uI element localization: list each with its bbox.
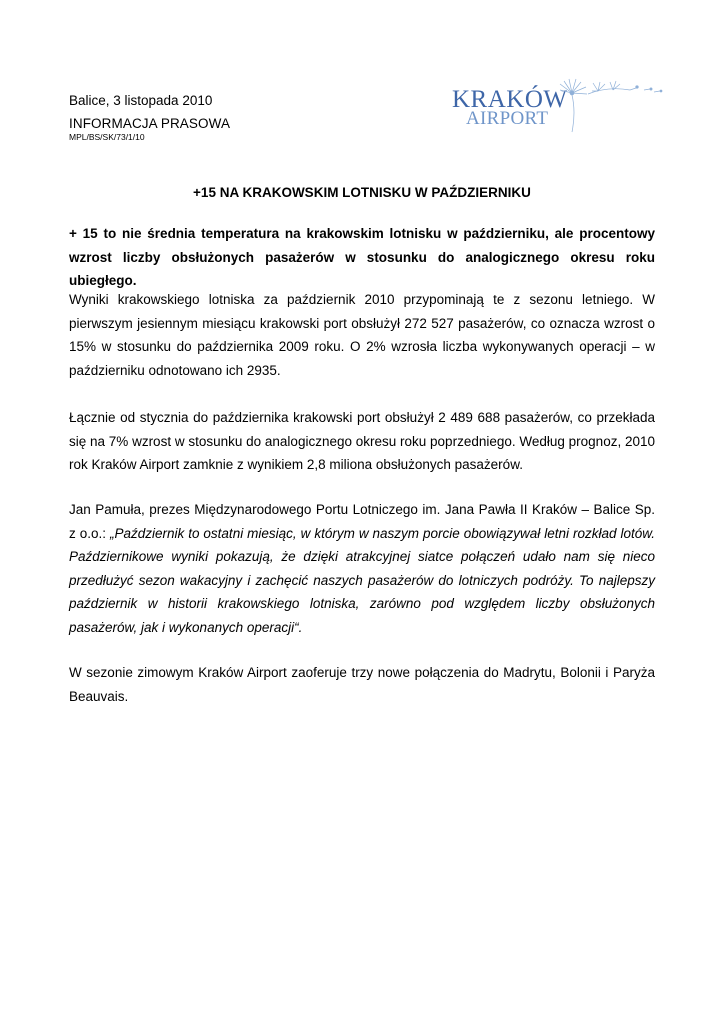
paragraph-winter-season: W sezonie zimowym Kraków Airport zaoferuje trzy nowe połączenia do Madrytu, Bolonii i Paryża Beauvais. bbox=[69, 665, 655, 704]
reference-number: MPL/BS/SK/73/1/10 bbox=[69, 132, 145, 142]
dandelion-seeds-icon bbox=[560, 79, 662, 132]
president-quote: „Październik to ostatni miesiąc, w którym w naszym porcie obowiązywał letni rozkład lotów. Październikowe wyniki pokazują, że dzięki atrakcyjnej siatce połączeń udało nam się nieco przedłużyć sezon wakacyjny i zachęcić naszych pasażerów do lotniczych podróży. To najlepszy październik w historii krakowskiego lotniska, zarówno pod względem liczby obsłużonych pasażerów, jak i wykonanych operacji“. bbox=[69, 525, 655, 635]
paragraph-president-quote bbox=[69, 498, 655, 639]
logo-line-1: KRAKÓW bbox=[452, 86, 568, 113]
krakow-airport-logo bbox=[448, 78, 668, 140]
quote-attribution: Jan Pamuła, prezes Międzynarodowego Portu Lotniczego im. Jana Pawła II Kraków – Balice Sp. z o.o.: bbox=[69, 502, 655, 541]
paragraph-year-to-date: Łącznie od stycznia do października krakowski port obsłużył 2 489 688 pasażerów, co przekłada się na 7% wzrost w stosunku do analogicznego okresu roku poprzedniego. Według prognoz, 2010 rok Kraków Airport zamknie z wynikiem 2,8 miliona obsłużonych pasażerów. bbox=[69, 410, 655, 472]
press-release-title: +15 NA KRAKOWSKIM LOTNISKU W PAŹDZIERNIKU bbox=[193, 185, 531, 200]
header-block bbox=[69, 92, 389, 143]
place-date: Balice, 3 listopada 2010 bbox=[69, 93, 213, 108]
logo-line-2: AIRPORT bbox=[466, 108, 549, 129]
document-type: INFORMACJA PRASOWA bbox=[69, 116, 231, 131]
paragraph-october-results: Wyniki krakowskiego lotniska za październik 2010 przypominają te z sezonu letniego. W pierwszym jesiennym miesiącu krakowski port obsłużył 272 527 pasażerów, co oznacza wzrost o 15% w stosunku do października 2009 roku. O 2% wzrosła liczba wykonywanych operacji – w październiku odnotowano ich 2935. bbox=[69, 292, 655, 378]
lead-paragraph: + 15 to nie średnia temperatura na krakowskim lotnisku w październiku, ale procentowy wzrost liczby obsłużonych pasażerów w stosunku do analogicznego okresu roku ubiegłego. bbox=[69, 226, 655, 288]
